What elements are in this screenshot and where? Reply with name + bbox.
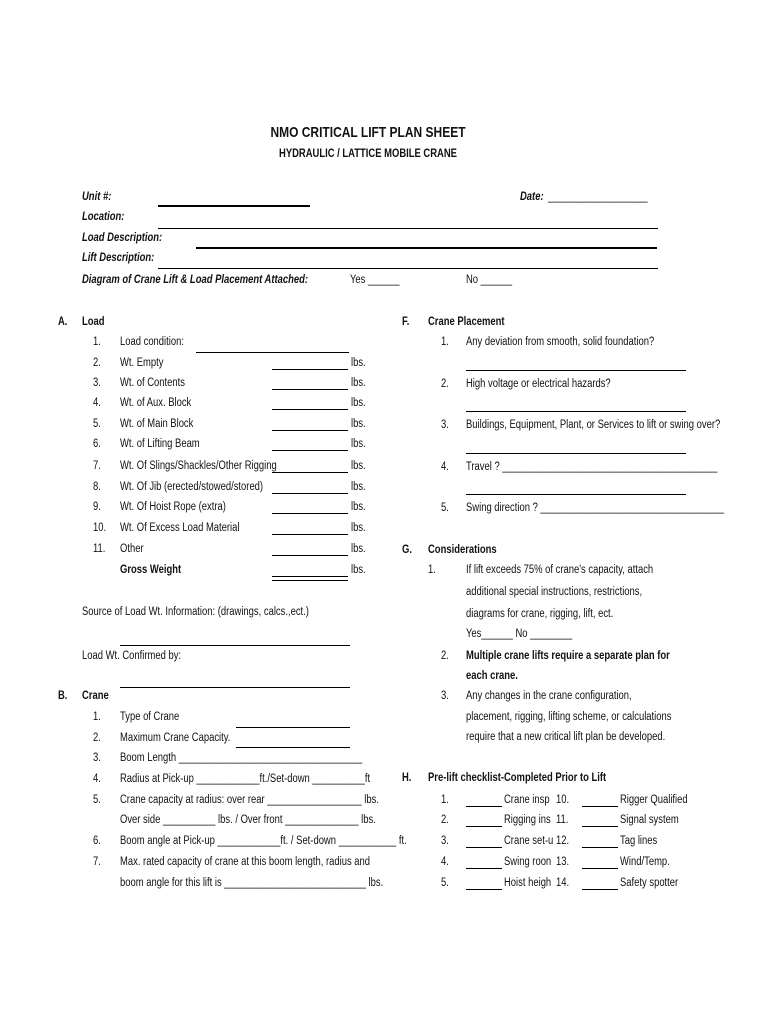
section-h-title: Pre-lift checklist-Completed Prior to Lift bbox=[428, 772, 607, 784]
g-item-1-line-2: additional special instructions, restrictions, bbox=[466, 586, 643, 598]
load-item-8-num: 8. bbox=[93, 481, 101, 493]
checklist-left-2-num: 2. bbox=[441, 814, 449, 826]
g-item-3-line-2: placement, rigging, lifting scheme, or calculations bbox=[466, 711, 672, 723]
load-item-7-field[interactable] bbox=[272, 472, 348, 473]
crane-item-2-text[interactable]: Maximum Crane Capacity. bbox=[120, 732, 231, 744]
checklist-right-1-label: Rigger Qualified bbox=[620, 794, 688, 806]
date-label: Date: bbox=[520, 191, 544, 203]
load-item-9-field[interactable] bbox=[272, 513, 348, 514]
f-item-3-num: 3. bbox=[441, 419, 449, 431]
diagram-no-option[interactable]: No ______ bbox=[466, 274, 513, 286]
checklist-left-3-num: 3. bbox=[441, 835, 449, 847]
g-item-2-num: 2. bbox=[441, 650, 449, 662]
checklist-right-3-label: Tag lines bbox=[620, 835, 658, 847]
section-f-title: Crane Placement bbox=[428, 316, 505, 328]
checklist-right-1-num: 10. bbox=[556, 794, 570, 806]
checklist-right-4-num: 13. bbox=[556, 856, 570, 868]
load-item-7-num: 7. bbox=[93, 460, 101, 472]
f-item-2-text: High voltage or electrical hazards? bbox=[466, 378, 611, 390]
checklist-right-5-label: Safety spotter bbox=[620, 877, 679, 889]
g-item-3-num: 3. bbox=[441, 690, 449, 702]
load-item-7-label: Wt. Of Slings/Shackles/Other Rigging bbox=[120, 460, 277, 472]
section-f-letter: F. bbox=[402, 316, 410, 328]
checklist-left-1-check-field[interactable] bbox=[466, 806, 502, 807]
checklist-left-5-check-field[interactable] bbox=[466, 889, 502, 890]
f-item-5-num: 5. bbox=[441, 502, 449, 514]
checklist-left-3-label: Crane set-u bbox=[504, 835, 554, 847]
load-item-10-num: 10. bbox=[93, 522, 107, 534]
type-of-crane-field[interactable] bbox=[236, 727, 350, 728]
date-field[interactable]: ___________________ bbox=[548, 191, 648, 203]
f-item-2-num: 2. bbox=[441, 378, 449, 390]
crane-item-4-num: 4. bbox=[93, 773, 101, 785]
g-item-3-line-3: require that a new critical lift plan be developed. bbox=[466, 731, 666, 743]
unit-field[interactable] bbox=[158, 205, 310, 207]
diagram-yes-option[interactable]: Yes ______ bbox=[350, 274, 400, 286]
crane-item-6-text[interactable]: Over side __________ lbs. / Over front ______________ lbs. bbox=[120, 814, 376, 826]
crane-item-9-text[interactable]: boom angle for this lift is ___________________________ lbs. bbox=[120, 877, 384, 889]
max-crane-capacity-field[interactable] bbox=[236, 747, 350, 748]
load-item-4-label: Wt. of Aux. Block bbox=[120, 397, 192, 409]
load-item-2-field[interactable] bbox=[272, 369, 348, 370]
load-item-5-label: Wt. of Main Block bbox=[120, 418, 194, 430]
checklist-left-4-num: 4. bbox=[441, 856, 449, 868]
gross-weight-double-underline bbox=[272, 580, 348, 581]
checklist-left-2-label: Rigging ins bbox=[504, 814, 551, 826]
gross-weight-label: Gross Weight bbox=[120, 564, 182, 576]
section-a-title: Load bbox=[82, 316, 105, 328]
f-item-5-text[interactable]: Swing direction ? ___________________________________ bbox=[466, 502, 724, 514]
crane-item-3-text[interactable]: Boom Length ___________________________________ bbox=[120, 752, 363, 764]
crane-item-8-text[interactable]: Max. rated capacity of crane at this boom length, radius and bbox=[120, 856, 371, 868]
checklist-left-4-label: Swing roon bbox=[504, 856, 552, 868]
load-item-6-label: Wt. of Lifting Beam bbox=[120, 438, 200, 450]
crane-item-5-num: 5. bbox=[93, 794, 101, 806]
load-item-5-num: 5. bbox=[93, 418, 101, 430]
load-item-1-num: 1. bbox=[93, 336, 101, 348]
load-item-11-unit: lbs. bbox=[351, 543, 366, 555]
load-item-6-field[interactable] bbox=[272, 450, 348, 451]
g-item-1-line-3: diagrams for crane, rigging, lift, ect. bbox=[466, 608, 614, 620]
f-item-2-field[interactable] bbox=[466, 411, 686, 412]
g-item-3-line-1: Any changes in the crane configuration, bbox=[466, 690, 632, 702]
section-g-title: Considerations bbox=[428, 544, 497, 556]
load-item-6-unit: lbs. bbox=[351, 438, 366, 450]
crane-item-1-text[interactable]: Type of Crane bbox=[120, 711, 180, 723]
checklist-left-5-label: Hoist heigh bbox=[504, 877, 552, 889]
checklist-left-3-check-field[interactable] bbox=[466, 847, 502, 848]
load-item-10-unit: lbs. bbox=[351, 522, 366, 534]
section-b-letter: B. bbox=[58, 690, 68, 702]
section-g-letter: G. bbox=[402, 544, 412, 556]
g-item-2-line-2: each crane. bbox=[466, 670, 518, 682]
load-item-9-num: 9. bbox=[93, 501, 101, 513]
load-item-6-num: 6. bbox=[93, 438, 101, 450]
load-item-2-num: 2. bbox=[93, 357, 101, 369]
load-item-11-label: Other bbox=[120, 543, 144, 555]
crane-item-5-text[interactable]: Crane capacity at radius: over rear __________________ lbs. bbox=[120, 794, 379, 806]
load-item-1-label: Load condition: bbox=[120, 336, 184, 348]
checklist-right-4-check-field[interactable] bbox=[582, 868, 618, 869]
section-h-letter: H. bbox=[402, 772, 412, 784]
section-b-title: Crane bbox=[82, 690, 109, 702]
checklist-right-1-check-field[interactable] bbox=[582, 806, 618, 807]
f-item-1-field[interactable] bbox=[466, 370, 686, 371]
lift-description-field[interactable] bbox=[158, 268, 658, 269]
load-item-3-unit: lbs. bbox=[351, 377, 366, 389]
gross-weight-unit: lbs. bbox=[351, 564, 366, 576]
checklist-right-2-check-field[interactable] bbox=[582, 826, 618, 827]
load-item-11-num: 11. bbox=[93, 543, 106, 555]
f-item-3-field[interactable] bbox=[466, 453, 686, 454]
f-item-3-text: Buildings, Equipment, Plant, or Services to lift or swing over? bbox=[466, 419, 721, 431]
checklist-right-3-num: 12. bbox=[556, 835, 570, 847]
source-of-load-weight-label: Source of Load Wt. Information: (drawings, calcs.,ect.) bbox=[82, 606, 309, 618]
load-item-8-field[interactable] bbox=[272, 493, 348, 494]
page-title: NMO CRITICAL LIFT PLAN SHEET bbox=[270, 124, 466, 141]
checklist-left-1-label: Crane insp bbox=[504, 794, 550, 806]
source-of-load-weight-field[interactable] bbox=[120, 645, 350, 646]
gross-weight-field[interactable] bbox=[272, 576, 348, 577]
g-item-2-line-1: Multiple crane lifts require a separate plan for bbox=[466, 650, 670, 662]
crane-item-4-text[interactable]: Radius at Pick-up ____________ft./Set-down __________ft bbox=[120, 773, 371, 785]
load-item-2-label: Wt. Empty bbox=[120, 357, 164, 369]
checklist-right-5-check-field[interactable] bbox=[582, 889, 618, 890]
load-item-7-unit: lbs. bbox=[351, 460, 366, 472]
load-item-10-label: Wt. Of Excess Load Material bbox=[120, 522, 240, 534]
checklist-right-5-num: 14. bbox=[556, 877, 570, 889]
load-item-5-field[interactable] bbox=[272, 430, 348, 431]
location-label: Location: bbox=[82, 211, 125, 223]
load-item-8-unit: lbs. bbox=[351, 481, 366, 493]
load-item-4-unit: lbs. bbox=[351, 397, 366, 409]
checklist-right-4-label: Wind/Temp. bbox=[620, 856, 670, 868]
f-item-4-text[interactable]: Travel ? _________________________________________ bbox=[466, 461, 718, 473]
f-item-1-text: Any deviation from smooth, solid foundation? bbox=[466, 336, 655, 348]
checklist-left-4-check-field[interactable] bbox=[466, 868, 502, 869]
diagram-attached-label: Diagram of Crane Lift & Load Placement Attached: bbox=[82, 274, 309, 286]
lift-description-label: Lift Description: bbox=[82, 252, 155, 264]
g-item-1-yes-no[interactable]: Yes______ No ________ bbox=[466, 628, 573, 640]
crane-item-2-num: 2. bbox=[93, 732, 101, 744]
load-description-label: Load Description: bbox=[82, 232, 163, 244]
load-item-11-field[interactable] bbox=[272, 555, 348, 556]
load-item-9-unit: lbs. bbox=[351, 501, 366, 513]
load-item-1-field[interactable] bbox=[196, 352, 349, 353]
load-weight-confirmed-label: Load Wt. Confirmed by: bbox=[82, 650, 182, 662]
load-item-8-label: Wt. Of Jib (erected/stowed/stored) bbox=[120, 481, 264, 493]
checklist-right-2-label: Signal system bbox=[620, 814, 679, 826]
crane-item-1-num: 1. bbox=[93, 711, 101, 723]
section-a-letter: A. bbox=[58, 316, 68, 328]
checklist-left-1-num: 1. bbox=[441, 794, 449, 806]
checklist-left-5-num: 5. bbox=[441, 877, 449, 889]
load-item-3-label: Wt. of Contents bbox=[120, 377, 185, 389]
load-item-2-unit: lbs. bbox=[351, 357, 366, 369]
load-weight-confirmed-field[interactable] bbox=[120, 687, 350, 688]
crane-item-7-num: 6. bbox=[93, 835, 101, 847]
load-item-4-num: 4. bbox=[93, 397, 101, 409]
crane-item-8-num: 7. bbox=[93, 856, 101, 868]
load-item-9-label: Wt. Of Hoist Rope (extra) bbox=[120, 501, 226, 513]
checklist-right-3-check-field[interactable] bbox=[582, 847, 618, 848]
f-item-4-num: 4. bbox=[441, 461, 449, 473]
f-item-4-extra-field[interactable] bbox=[466, 494, 686, 495]
load-item-10-field[interactable] bbox=[272, 534, 348, 535]
unit-label: Unit #: bbox=[82, 191, 112, 203]
g-item-1-num: 1. bbox=[428, 564, 436, 576]
page-subtitle: HYDRAULIC / LATTICE MOBILE CRANE bbox=[279, 148, 457, 160]
load-item-3-num: 3. bbox=[93, 377, 101, 389]
load-item-4-field[interactable] bbox=[272, 409, 348, 410]
load-description-field[interactable] bbox=[196, 247, 657, 249]
load-item-3-field[interactable] bbox=[272, 389, 348, 390]
f-item-1-num: 1. bbox=[441, 336, 449, 348]
crane-item-3-num: 3. bbox=[93, 752, 101, 764]
load-item-5-unit: lbs. bbox=[351, 418, 366, 430]
crane-item-7-text[interactable]: Boom angle at Pick-up ____________ft. / Set-down ___________ ft. bbox=[120, 835, 407, 847]
checklist-left-2-check-field[interactable] bbox=[466, 826, 502, 827]
location-field[interactable] bbox=[158, 228, 658, 229]
checklist-right-2-num: 11. bbox=[556, 814, 569, 826]
g-item-1-line-1: If lift exceeds 75% of crane's capacity, attach bbox=[466, 564, 654, 576]
